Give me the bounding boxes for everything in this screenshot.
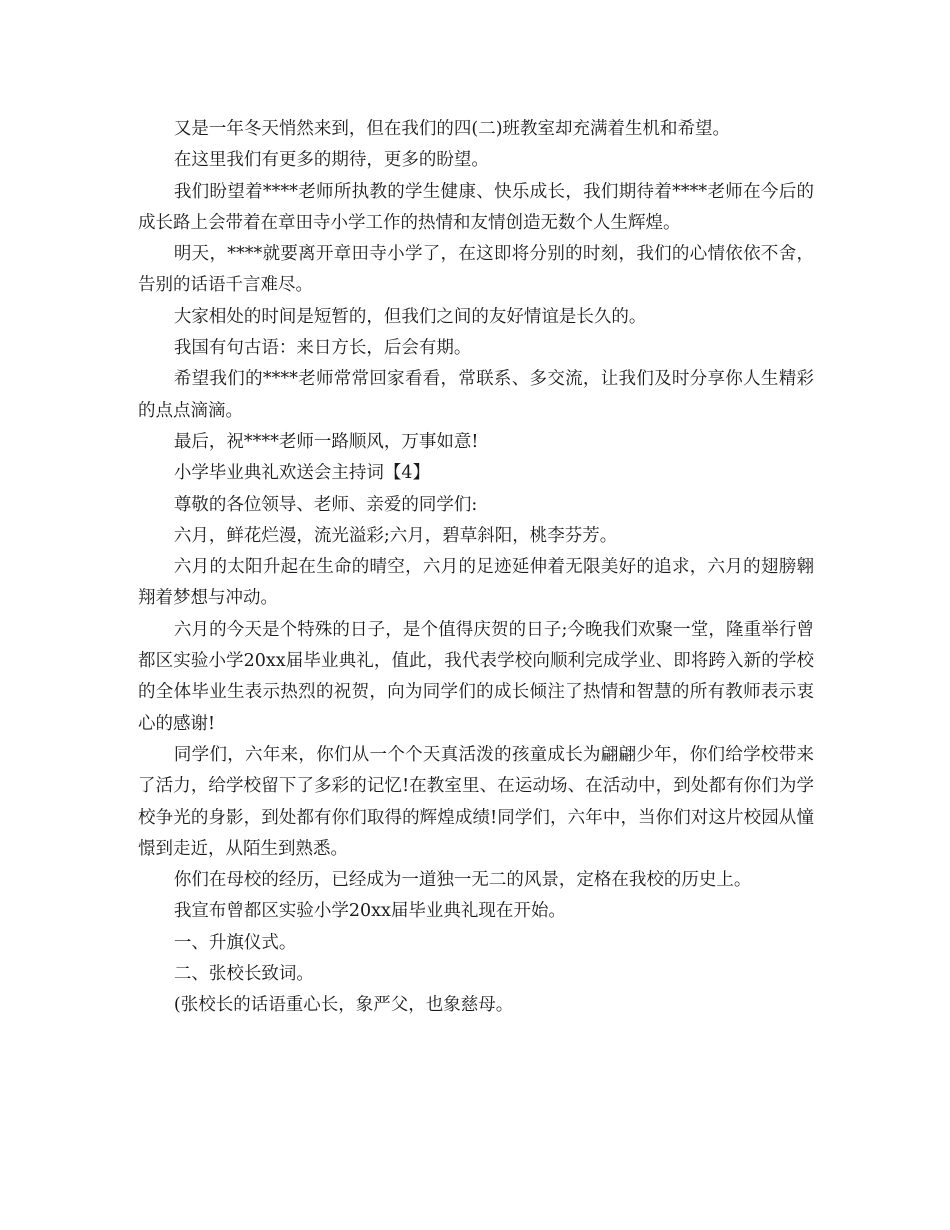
- paragraph: 我们盼望着****老师所执教的学生健康、快乐成长，我们期待着****老师在今后的成长路上会带着在章田寺小学工作的热情和友情创造无数个人生辉煌。: [138, 181, 814, 233]
- agenda-item: 一、升旗仪式。: [173, 932, 297, 953]
- section-heading: 小学毕业典礼欢送会主持词【4】: [173, 463, 431, 484]
- document-body: [138, 114, 814, 1022]
- paragraph: 最后，祝****老师一路顺风，万事如意!: [173, 431, 479, 452]
- salutation: 尊敬的各位领导、老师、亲爱的同学们:: [173, 494, 478, 515]
- paragraph: 我宣布曾都区实验小学20xx届毕业典礼现在开始。: [173, 901, 566, 922]
- paragraph: (张校长的话语重心长，象严父，也象慈母。: [173, 995, 514, 1016]
- paragraph: 六月，鲜花烂漫，流光溢彩;六月，碧草斜阳，桃李芬芳。: [173, 525, 618, 546]
- agenda-item: 二、张校长致词。: [173, 964, 314, 985]
- paragraph: 六月的太阳升起在生命的晴空，六月的足迹延伸着无限美好的追求，六月的翅膀翱翔着梦想与冲动。: [138, 557, 814, 609]
- paragraph: 明天，****就要离开章田寺小学了，在这即将分别的时刻，我们的心情依依不舍，告别的话语千言难尽。: [138, 244, 814, 296]
- paragraph: 在这里我们有更多的期待，更多的盼望。: [173, 150, 489, 171]
- paragraph: 又是一年冬天悄然来到，但在我们的四(二)班教室却充满着生机和希望。: [173, 119, 731, 139]
- paragraph: 六月的今天是个特殊的日子，是个值得庆贺的日子;今晚我们欢聚一堂，隆重举行曾都区实验小学20xx届毕业典礼，值此，我代表学校向顺利完成学业、即将跨入新的学校的全体毕业生表示热烈的祝贺，向为同学们的成长倾注了热情和智慧的所有教师表示衷心的感谢!: [138, 619, 814, 734]
- paragraph: 大家相处的时间是短暂的，但我们之间的友好情谊是长久的。: [173, 306, 647, 327]
- paragraph: 希望我们的****老师常常回家看看，常联系、多交流，让我们及时分享你人生精彩的点点滴滴。: [138, 369, 814, 421]
- paragraph: 你们在母校的经历，已经成为一道独一无二的风景，定格在我校的历史上。: [173, 870, 752, 891]
- paragraph: 我国有句古语：来日方长，后会有期。: [173, 338, 472, 359]
- paragraph: 同学们，六年来，你们从一个个天真活泼的孩童成长为翩翩少年，你们给学校带来了活力，给学校留下了多彩的记忆!在教室里、在运动场、在活动中，到处都有你们为学校争光的身影，到处都有你们取得的辉煌成绩!同学们，六年中，当你们对这片校园从憧憬到走近，从陌生到熟悉。: [138, 744, 814, 859]
